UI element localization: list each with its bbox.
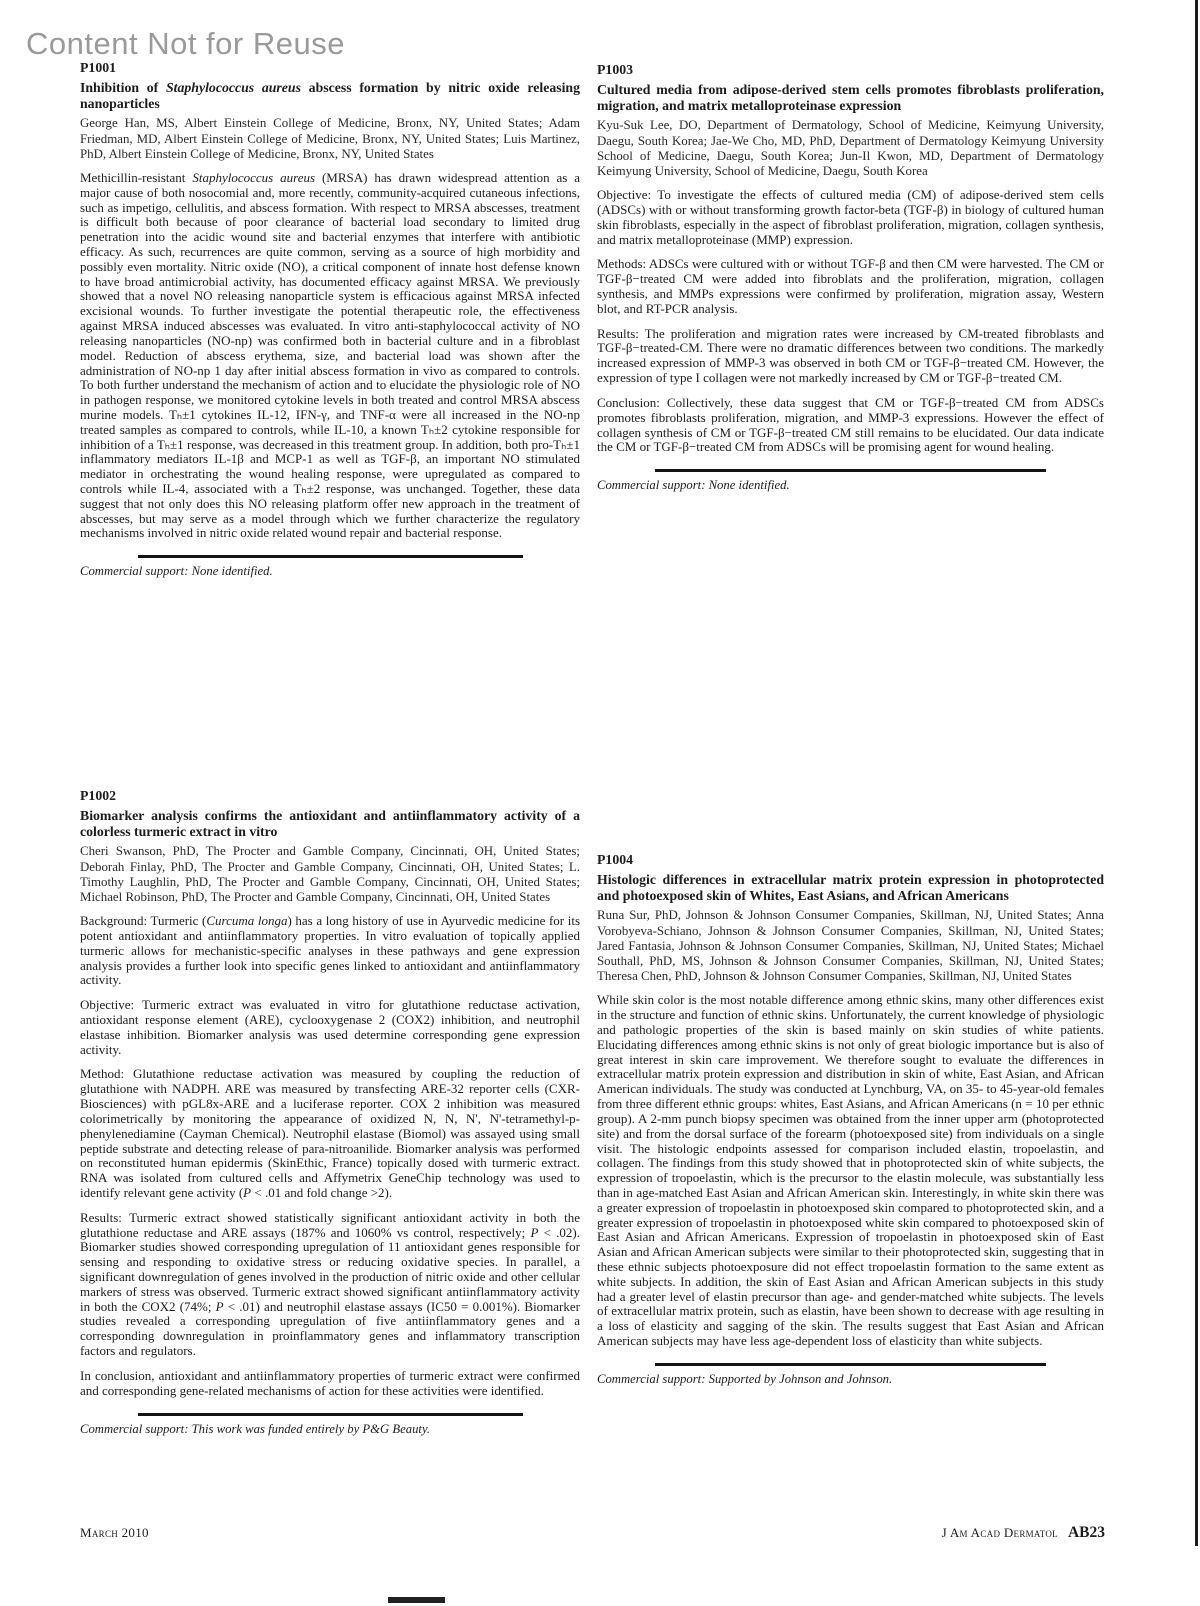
abstract-paragraph: Objective: Turmeric extract was evaluated in vitro for glutathione reductase activation, antioxidant response element (ARE), cyclooxygenase 2 (COX2) inhibition, and neutrophil elastase inhibition. Biomarker analysis was used determine corresponding gene expression activity. — [80, 997, 580, 1057]
footer-issue-date: March 2010 — [80, 1525, 149, 1540]
footer-page-number: AB23 — [1067, 1524, 1105, 1541]
abstract-p1002 — [80, 788, 580, 1437]
abstract-p1003 — [597, 62, 1104, 493]
support-divider — [655, 469, 1045, 472]
abstract-body — [80, 171, 580, 541]
abstract-paragraph: Results: Turmeric extract showed statistically significant antioxidant activity in both the glutathione reductase and ARE assays (187% and 1060% vs control, respectively; P < .02). Biomarker studies showed corresponding upregulation of 11 antioxidant genes responsible for sensing and responding to oxidative stress or reducing oxidative species. In parallel, a significant downregulation of genes involved in the production of nitric oxide and other cellular markers of stress was observed. Turmeric extract showed significant antiinflammatory activity in both the COX2 (74%; P < .01) and neutrophil elastase assays (IC50 = 0.001%). Biomarker studies revealed a corresponding upregulation of five antiinflammatory genes and a corresponding downregulation in proinflammatory genes and inflammatory transcription factors and regulators. — [80, 1209, 580, 1359]
abstract-code: P1002 — [80, 788, 117, 803]
abstract-paragraph: Methicillin-resistant Staphylococcus aureus (MRSA) has drawn widespread attention as a major cause of both nosocomial and, more recently, community-acquired cutaneous infections, such as impetigo, cellulitis, and abscess formation. With respect to MRSA abscesses, treatment is difficult both because of poor clearance of bacterial load secondary to limited drug penetration into the acidic wound site and bacterial enzymes that interfere with antibiotic efficacy. As such, recurrences are quite common, serving as a source of high morbidity and possibly even mortality. Nitric oxide (NO), a critical component of innate host defense known to have broad antimicrobial activity, has documented efficacy against MRSA. We previously showed that a novel NO releasing nanoparticle system is efficacious against MRSA infected excisional wounds. To further investigate the potential therapeutic role, the effectiveness against MRSA induced abscesses was evaluated. In vitro anti-staphylococcal activity of NO releasing nanoparticles (NO-np) was confirmed both in bacterial culture and in a fibroblast model. Reduction of abscess erythema, size, and bacterial load was shown after the administration of NO-np 1 day after initial abscess formation in vivo as compared to controls. To both further understand the mechanism of action and to elucidate the physiologic role of NO in pathogen response, we monitored cytokine levels in both treated and control MRSA abscess murine models. Tₕ±1 cytokines IL-12, IFN-γ, and TNF-α were all increased in the NO-np treated samples as compared to controls, while IL-10, a known Tₕ±2 cytokine responsible for inhibition of a Tₕ±1 response, was decreased in this treatment group. In addition, both pro-Tₕ±1 inflammatory mediators IL-1β and MCP-1 as well as TGF-β, an important NO stimulated mediator in orchestrating the wound healing response, were upregulated as compared to controls while IL-4, associated with a Tₕ±2 response, was unchanged. Together, these data suggest that not only does this NO releasing platform offer new approach in the treatment of abscesses, but may serve as a model through which we further characterize the regulatory mechanisms involved in nitric oxide related wound repair and bacterial response. — [80, 169, 581, 541]
abstract-paragraph: Results: The proliferation and migration rates were increased by CM-treated fibroblasts and TGF-β−treated-CM. There were no dramatic differences between two conditions. The markedly increased expression of MMP-3 was observed in both CM or TGF-β−treated CM. However, the expression of type I collagen were not markedly increased by CM or TGF-β−treated CM. — [597, 325, 1104, 386]
abstract-authors: George Han, MS, Albert Einstein College of Medicine, Bronx, NY, United States; Adam Friedman, MD, Albert Einstein College of Medicine, Bronx, NY, United States; Luis Martinez, PhD, Albert Einstein College of Medicine, Bronx, NY, United States — [80, 116, 580, 161]
abstract-p1004 — [597, 852, 1104, 1387]
footer-journal-block — [942, 1524, 1105, 1542]
abstract-title: Cultured media from adipose-derived stem cells promotes fibroblasts proliferation, migration, and matrix metalloproteinase expression — [597, 82, 1104, 114]
commercial-support: Commercial support: This work was funded entirely by P&G Beauty. — [80, 1421, 431, 1436]
abstract-authors: Kyu-Suk Lee, DO, Department of Dermatology, School of Medicine, Keimyung University, Daegu, South Korea; Jae-We Cho, MD, PhD, Department of Dermatology Keimyung University School of Medicine, Daegu, South Korea; Jun-Il Kwon, MD, Department of Dermatology Keimyung University, School of Medicine, Daegu, South Korea — [597, 118, 1104, 178]
abstract-code: P1004 — [597, 852, 634, 867]
watermark-content-not-for-reuse: Content Not for Reuse — [26, 26, 345, 61]
commercial-support: Commercial support: Supported by Johnson and Johnson. — [597, 1371, 893, 1386]
abstract-authors: Cheri Swanson, PhD, The Procter and Gamble Company, Cincinnati, OH, United States; Deborah Finlay, PhD, The Procter and Gamble Company, Cincinnati, OH, United States; L. Timothy Laughlin, PhD, The Procter and Gamble Company, Cincinnati, OH, United States; Michael Robinson, PhD, The Procter and Gamble Company, Cincinnati, OH, United States — [80, 844, 580, 904]
abstract-paragraph: Methods: ADSCs were cultured with or without TGF-β and then CM were harvested. The CM or TGF-β−treated CM were added into fibroblats and the proliferation, migration, collagen synthesis, and MMPs expressions were confirmed by proliferation, migration assay, Western blot, and RT-PCR analysis. — [597, 256, 1104, 316]
abstract-paragraph: While skin color is the most notable difference among ethnic skins, many other differences exist in the structure and function of ethnic skins. Unfortunately, the current knowledge of physiologic and pathologic properties of the skin is based mainly on skin studies of white patients. Elucidating differences among ethnic skins is not only of great biologic importance but is also of great interest in skin care improvement. We therefore sought to evaluate the differences in extracellular matrix protein expression and distribution in skin of white, East Asian, and African American individuals. The study was conducted at Lynchburg, VA, on 35- to 45-year-old females from three different ethnic groups: whites, East Asians, and African Americans (n = 10 per ethnic group). A 2-mm punch biopsy specimen was obtained from the inner upper arm (photoprotected site) and from the dorsal surface of the forearm (photoexposed site) from individuals on a single visit. The histologic endpoints assessed for comparison included elastin, tropoelastin, and collagen. The findings from this study showed that in photoprotected skin of white subjects, the expression of tropoelastin, which is the precursor to the elastin molecule, was substantially less than in age-matched East Asian and African American skin. Interestingly, in white skin there was a greater expression of tropoelastin in photoexposed skin compared to photoprotected skin, and a greater expression of tropoelastin in photoexposed white skin compared to photoexposed skin of East Asian and African Americans. Expression of tropoelastin in photoexposed skin of East Asian and African American subjects were similar to their photoprotected skin, suggesting that in these ethnic subjects photoexposure did not effect tropoelastin formation to the same extent as white subjects. In addition, the skin of East Asian and African American subjects in this study had a greater level of elastin precursor than age- and gender-matched white subjects. The levels of extracellular matrix protein, such as elastin, have been shown to decrease with age resulting in a loss of elasticity and sagging of the skin. The results suggest that East Asian and African American subjects may have less age-dependent loss of elasticity than white subjects. — [597, 992, 1104, 1349]
scan-artifact-bottom-mark — [388, 1597, 445, 1603]
abstract-title: Inhibition of Staphylococcus aureus abscess formation by nitric oxide releasing nanoparticles — [80, 80, 580, 112]
abstract-title: Biomarker analysis confirms the antioxidant and antiinflammatory activity of a colorless turmeric extract in vitro — [80, 808, 580, 840]
support-divider — [138, 555, 523, 558]
abstract-code: P1003 — [597, 62, 634, 77]
abstract-paragraph: Objective: To investigate the effects of cultured media (CM) of adipose-derived stem cells (ADSCs) with or without transforming growth factor-beta (TGF-β) in biology of cultured human skin fibroblasts, especially in the aspect of fibroblast proliferation, migration, collagen synthesis, and matrix metalloproteinase (MMP) expression. — [597, 187, 1104, 247]
abstract-paragraph: In conclusion, antioxidant and antiinflammatory properties of turmeric extract were confirmed and corresponding gene-related mechanisms of action for these activities were identified. — [80, 1367, 580, 1398]
abstract-paragraph: Background: Turmeric (Curcuma longa) has a long history of use in Ayurvedic medicine for its potent antioxidant and antiinflammatory properties. In vitro evaluation of topically applied turmeric allows for mechanistic-specific analyses in these pathways and gene expression analysis provides a further look into specific genes linked to antioxidant and antiinflammatory activity. — [80, 913, 581, 988]
support-divider — [138, 1413, 523, 1416]
abstract-code: P1001 — [80, 60, 117, 75]
abstract-paragraph: Method: Glutathione reductase activation was measured by coupling the reduction of glutathione with NADPH. ARE was measured by transfecting ARE-32 reporter cells (CXR-Biosciences) with pGL8x-ARE and a luciferase reporter. COX 2 inhibition was measured colorimetrically by monitoring the appearance of oxidized N, N, N', N'-tetramethyl-p-phenylenediamine (Cayman Chemical). Neutrophil elastase (Biomol) was assayed using small peptide substrate and detecting release of para-nitroanilide. Biomarker analysis was performed on reconstituted human epidermis (SkinEthic, France) topically dosed with turmeric extract. RNA was isolated from cultured cells and Affymetrix GeneChip technology was used to identify relevant gene activity (P < .01 and fold change >2). — [80, 1066, 580, 1200]
abstract-paragraph: Conclusion: Collectively, these data suggest that CM or TGF-β−treated CM from ADSCs promotes fibroblasts proliferation, migration, and MMP-3 expressions. However the effect of collagen synthesis of CM or TGF-β−treated CM still remains to be elucidated. Our data indicate the CM or TGF-β−treated CM from ADSCs will be promising agent for wound healing. — [597, 394, 1104, 455]
commercial-support: Commercial support: None identified. — [80, 564, 273, 579]
support-divider — [655, 1363, 1045, 1366]
page-footer — [80, 1524, 1105, 1542]
abstract-body — [80, 914, 580, 1398]
abstract-p1001 — [80, 60, 580, 579]
scan-artifact-right-edge — [1195, 0, 1198, 1546]
footer-journal-name: J Am Acad Dermatol — [941, 1525, 1058, 1540]
abstract-authors: Runa Sur, PhD, Johnson & Johnson Consumer Companies, Skillman, NJ, United States; Anna Vorobyeva-Schiano, Johnson & Johnson Consumer Companies, Skillman, NJ, United States; Jared Fantasia, Johnson & Johnson Consumer Companies, Skillman, NJ, United States; Michael Southall, PhD, MS, Johnson & Johnson Consumer Companies, Skillman, NJ, United States; Theresa Chen, PhD, Johnson & Johnson Consumer Companies, Skillman, NJ, United States — [597, 908, 1104, 984]
abstract-body — [597, 993, 1104, 1349]
abstract-body — [597, 188, 1104, 455]
commercial-support: Commercial support: None identified. — [597, 478, 790, 493]
abstract-title: Histologic differences in extracellular matrix protein expression in photoprotected and photoexposed skin of Whites, East Asians, and African Americans — [597, 872, 1104, 904]
